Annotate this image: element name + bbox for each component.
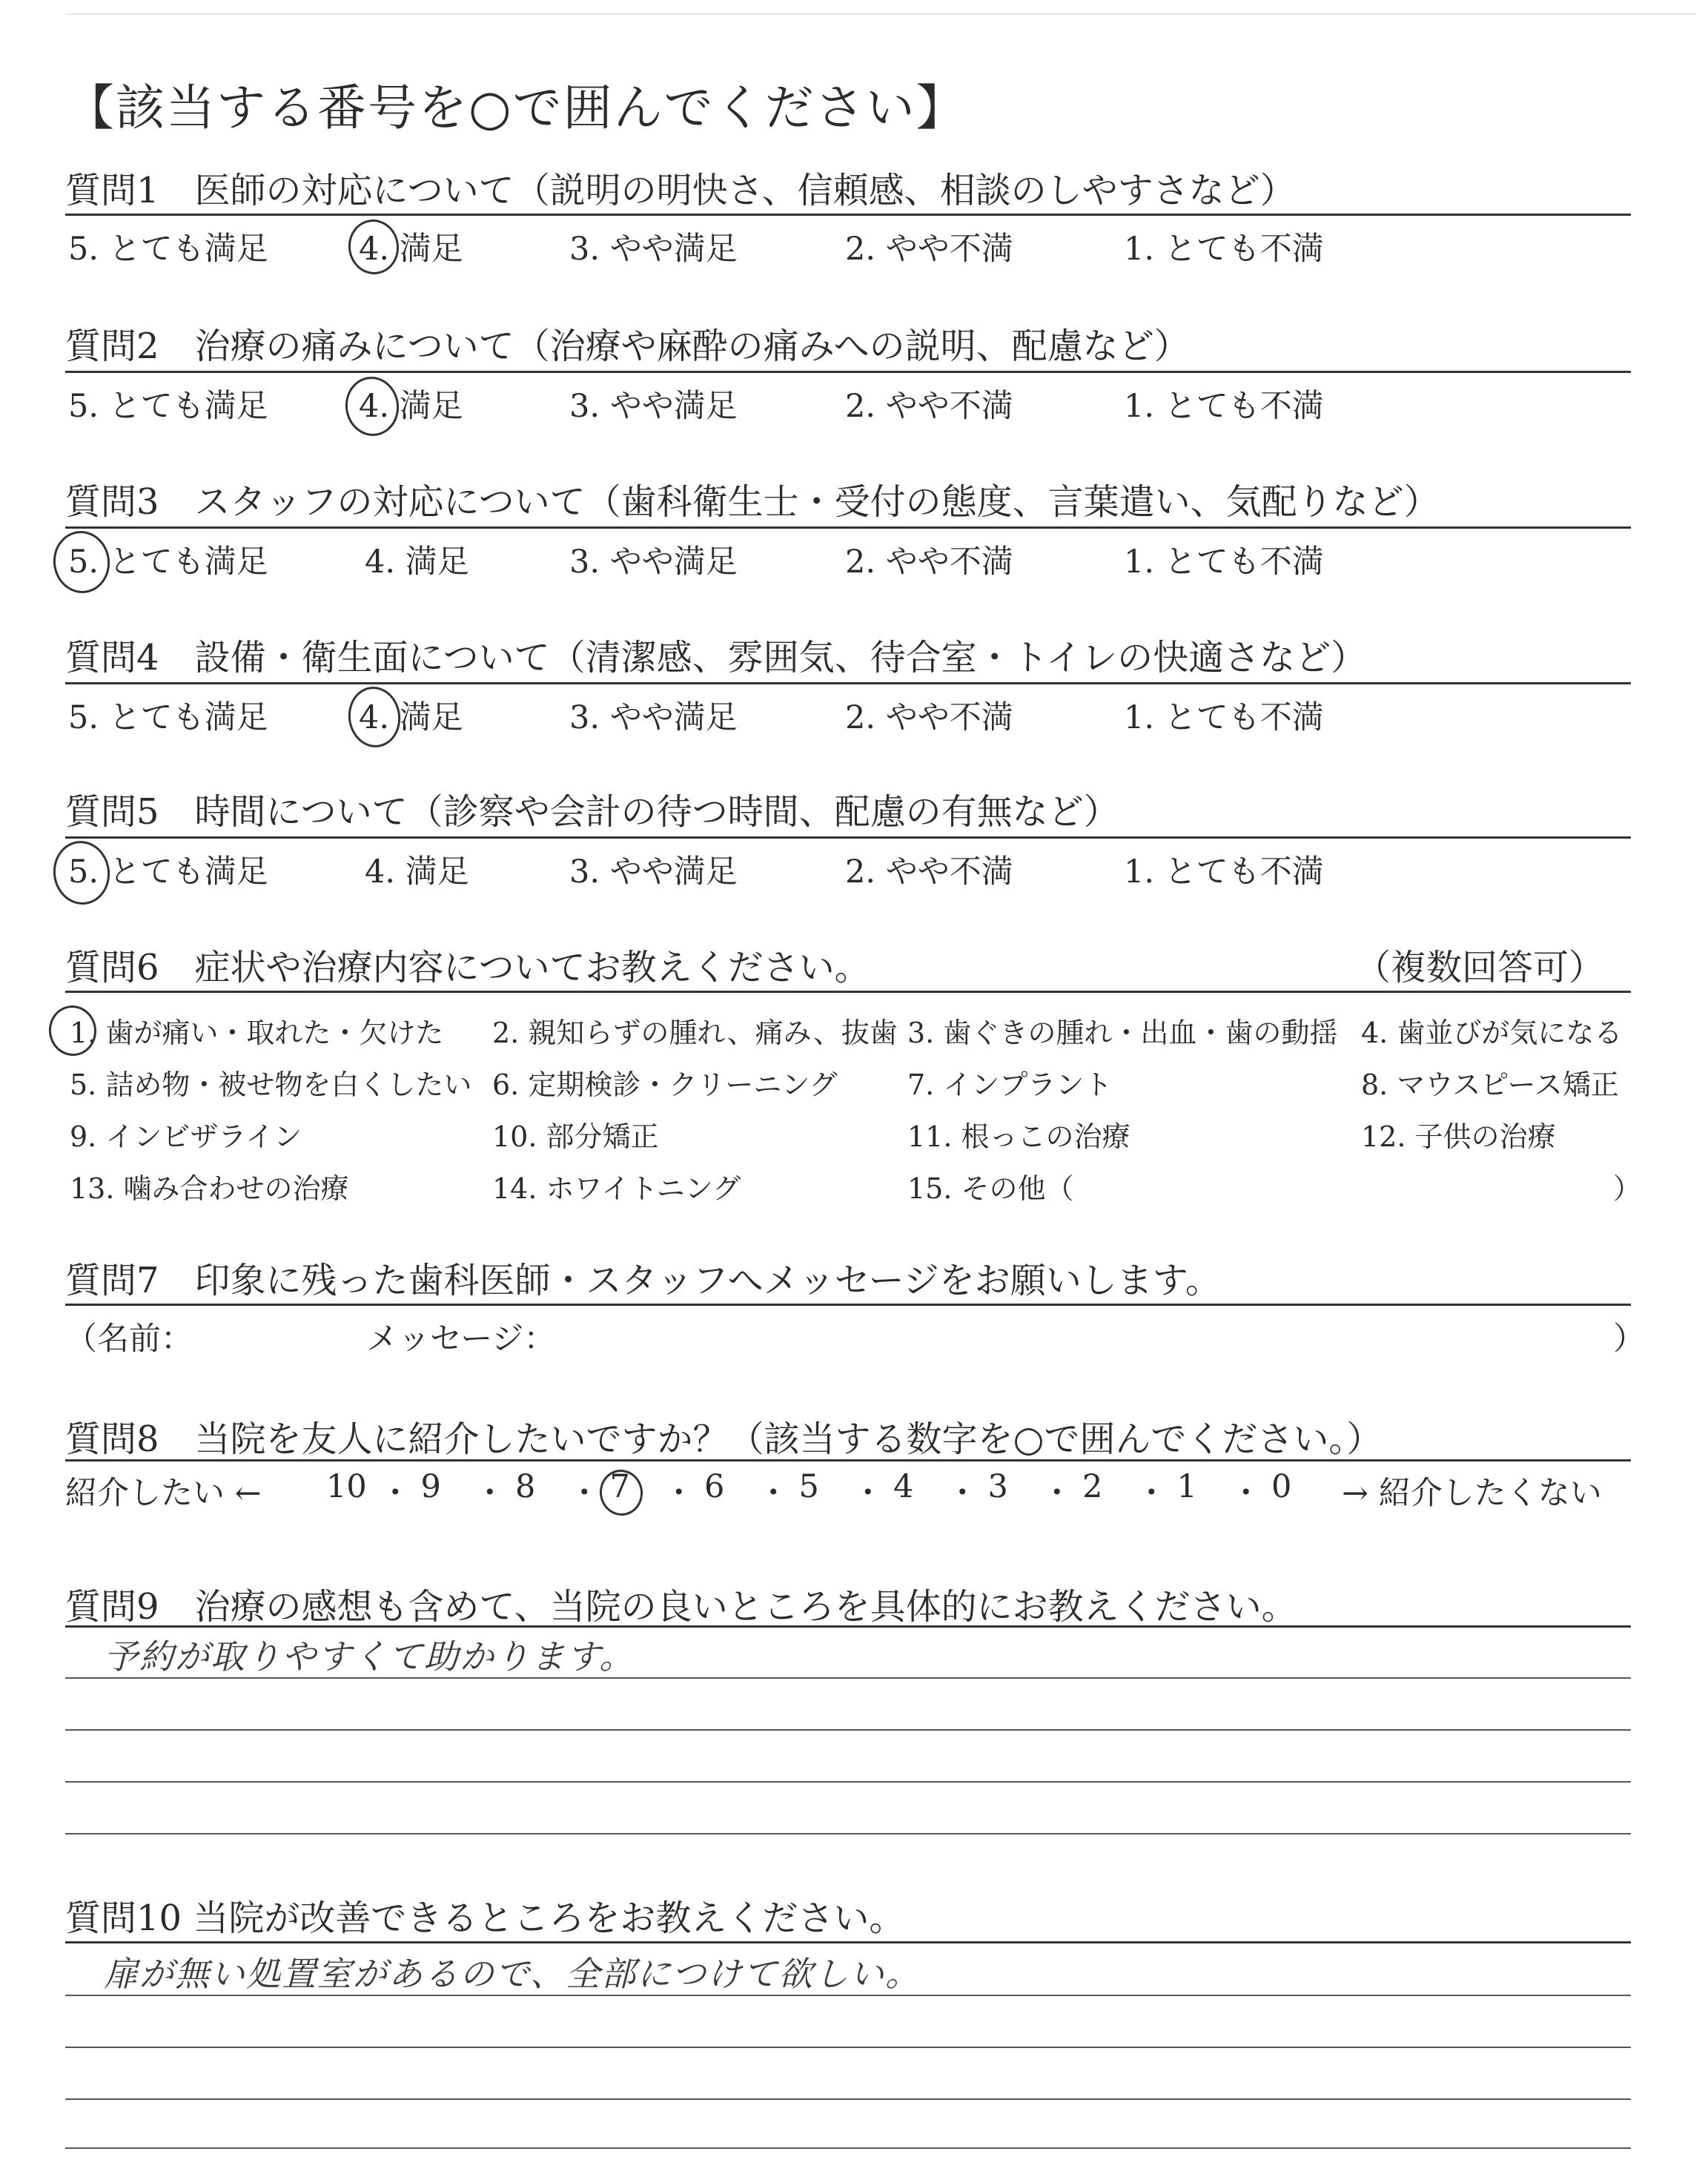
q8-scale-value-2[interactable]: 2 <box>1082 1468 1103 1505</box>
q8-scale-separator: ・ <box>474 1475 506 1512</box>
question-9-title: 質問9 治療の感想も含めて、当院の良いところを具体的にお教えください。 <box>65 1586 1297 1628</box>
q10-answer-line <box>65 2047 1631 2048</box>
q6-item-6[interactable]: 6. 定期検診・クリーニング <box>492 1069 838 1101</box>
q5-option-4[interactable]: 4. 満足 <box>365 853 469 891</box>
question-3-rule <box>65 526 1631 529</box>
q1-option-4[interactable]: 4. 満足 <box>359 231 463 268</box>
q6-item-12[interactable]: 12. 子供の治療 <box>1361 1120 1556 1153</box>
page-header: 【該当する番号を○で囲んでください】 <box>65 79 967 136</box>
q6-item-2[interactable]: 2. 親知らずの腫れ、痛み、抜歯 <box>492 1017 898 1049</box>
q6-item-11[interactable]: 11. 根っこの治療 <box>907 1120 1131 1153</box>
question-10-rule <box>65 1941 1631 1943</box>
q5-option-2[interactable]: 2. やや不満 <box>845 853 1013 891</box>
question-6-title: 質問6 症状や治療内容についてお教えください。 <box>65 947 870 988</box>
q6-item-1[interactable]: 1. 歯が痛い・取れた・欠けた <box>70 1017 444 1049</box>
question-7-rule <box>65 1304 1631 1306</box>
q8-scale-separator: ・ <box>663 1475 695 1512</box>
q7-message-label: メッセージ： <box>366 1321 556 1358</box>
q6-item-9[interactable]: 9. インビザライン <box>70 1120 302 1153</box>
q8-scale-value-4[interactable]: 4 <box>893 1468 914 1505</box>
q8-scale-value-3[interactable]: 3 <box>987 1468 1008 1505</box>
q6-item-15[interactable]: 15. その他（ <box>907 1172 1074 1205</box>
q1-option-1[interactable]: 1. とても不満 <box>1124 231 1324 268</box>
q6-item-5[interactable]: 5. 詰め物・被せ物を白くしたい <box>70 1069 472 1101</box>
q8-scale-separator: ・ <box>379 1475 411 1512</box>
question-7-title: 質問7 印象に残った歯科医師・スタッフへメッセージをお願いします。 <box>65 1260 1221 1301</box>
q8-scale-value-1[interactable]: 1 <box>1176 1468 1197 1505</box>
q8-scale-value-9[interactable]: 9 <box>420 1468 441 1505</box>
q8-scale-value-7[interactable]: 7 <box>609 1468 630 1505</box>
q9-answer-line <box>65 1833 1631 1834</box>
q6-item-4[interactable]: 4. 歯並びが気になる <box>1361 1017 1623 1049</box>
question-3-title: 質問3 スタッフの対応について（歯科衛生士・受付の態度、言葉遣い、気配りなど） <box>65 481 1440 523</box>
q2-option-3[interactable]: 3. やや満足 <box>569 388 738 425</box>
q8-left-label: 紹介したい ← <box>65 1475 262 1512</box>
q8-scale-separator: ・ <box>1041 1475 1073 1512</box>
q8-scale-value-6[interactable]: 6 <box>704 1468 725 1505</box>
q1-option-5[interactable]: 5. とても満足 <box>68 231 268 268</box>
q9-answer-line <box>65 1677 1631 1679</box>
q8-scale-separator: ・ <box>1135 1475 1168 1512</box>
q1-option-2[interactable]: 2. やや不満 <box>845 231 1013 268</box>
question-2-title: 質問2 治療の痛みについて（治療や麻酔の痛みへの説明、配慮など） <box>65 326 1190 367</box>
q2-option-2[interactable]: 2. やや不満 <box>845 388 1013 425</box>
question-4-rule <box>65 682 1631 684</box>
q9-answer-line <box>65 1781 1631 1783</box>
q8-scale-separator: ・ <box>1230 1475 1262 1512</box>
q3-option-2[interactable]: 2. やや不満 <box>845 544 1013 581</box>
q8-scale-value-0[interactable]: 0 <box>1271 1468 1292 1505</box>
question-6-note: （複数回答可） <box>1355 947 1605 988</box>
q6-item-3[interactable]: 3. 歯ぐきの腫れ・出血・歯の動揺 <box>907 1017 1338 1049</box>
question-1-rule <box>65 214 1631 216</box>
q6-item-14[interactable]: 14. ホワイトニング <box>492 1172 741 1205</box>
q6-item-15-close: ） <box>1613 1172 1642 1205</box>
q4-option-4[interactable]: 4. 満足 <box>359 699 463 736</box>
q6-item-8[interactable]: 8. マウスピース矯正 <box>1361 1069 1619 1101</box>
q10-handwritten-answer: 扉が無い処置室があるので、全部につけて欲しい。 <box>104 1954 921 1994</box>
q8-scale-value-8[interactable]: 8 <box>515 1468 536 1505</box>
question-6-rule <box>65 991 1631 993</box>
question-9-rule <box>65 1625 1631 1628</box>
question-8-title: 質問8 当院を友人に紹介したいですか？（該当する数字を○で囲んでください。） <box>65 1418 1383 1460</box>
q8-scale-separator: ・ <box>568 1475 600 1512</box>
question-4-title: 質問4 設備・衛生面について（清潔感、雰囲気、待合室・トイレの快適さなど） <box>65 637 1367 678</box>
q5-option-3[interactable]: 3. やや満足 <box>569 853 738 891</box>
q9-handwritten-answer: 予約が取りやすくて助かります。 <box>104 1636 635 1677</box>
q3-option-5[interactable]: 5. とても満足 <box>68 544 268 581</box>
q8-scale-value-10[interactable]: 10 <box>326 1468 367 1505</box>
q5-option-1[interactable]: 1. とても不満 <box>1124 853 1324 891</box>
q4-option-1[interactable]: 1. とても不満 <box>1124 699 1324 736</box>
q7-name-label: （名前： <box>65 1321 193 1358</box>
question-10-title: 質問10 当院が改善できるところをお教えください。 <box>65 1898 905 1939</box>
q8-scale-separator: ・ <box>946 1475 979 1512</box>
q3-option-4[interactable]: 4. 満足 <box>365 544 469 581</box>
question-5-title: 質問5 時間について（診察や会計の待つ時間、配慮の有無など） <box>65 791 1119 833</box>
q8-scale-value-5[interactable]: 5 <box>798 1468 819 1505</box>
q8-scale-separator: ・ <box>757 1475 790 1512</box>
q8-right-label: → 紹介したくない <box>1342 1475 1602 1512</box>
q2-option-5[interactable]: 5. とても満足 <box>68 388 268 425</box>
q10-answer-line <box>65 2098 1631 2100</box>
q8-scale-separator: ・ <box>852 1475 884 1512</box>
q2-option-4[interactable]: 4. 満足 <box>359 388 463 425</box>
q4-option-2[interactable]: 2. やや不満 <box>845 699 1013 736</box>
q5-option-5[interactable]: 5. とても満足 <box>68 853 268 891</box>
question-5-rule <box>65 836 1631 839</box>
q2-option-1[interactable]: 1. とても不満 <box>1124 388 1324 425</box>
q3-option-3[interactable]: 3. やや満足 <box>569 544 738 581</box>
q6-item-13[interactable]: 13. 噛み合わせの治療 <box>70 1172 349 1205</box>
page-top-edge <box>65 13 1696 15</box>
q8-selection-circle <box>596 1467 645 1518</box>
question-8-rule <box>65 1459 1631 1462</box>
q4-option-3[interactable]: 3. やや満足 <box>569 699 738 736</box>
q4-option-5[interactable]: 5. とても満足 <box>68 699 268 736</box>
q6-item-10[interactable]: 10. 部分矯正 <box>492 1120 659 1153</box>
q10-answer-line <box>65 1995 1631 1996</box>
q7-close-paren: ） <box>1613 1321 1645 1358</box>
q6-item-7[interactable]: 7. インプラント <box>907 1069 1113 1101</box>
q3-option-1[interactable]: 1. とても不満 <box>1124 544 1324 581</box>
q9-answer-line <box>65 1729 1631 1731</box>
question-1-title: 質問1 医師の対応について（説明の明快さ、信頼感、相談のしやすさなど） <box>65 170 1296 211</box>
q10-answer-line <box>65 2147 1631 2149</box>
q1-option-3[interactable]: 3. やや満足 <box>569 231 738 268</box>
question-2-rule <box>65 371 1631 373</box>
